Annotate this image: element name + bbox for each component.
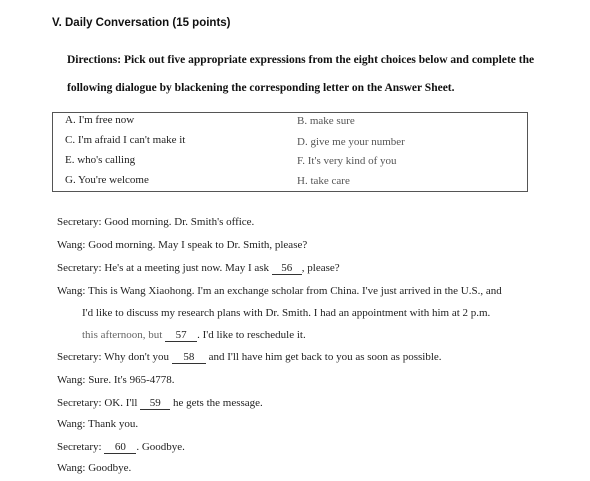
dialogue-text: this afternoon, but — [82, 329, 163, 341]
answer-blank-56: 56 — [272, 262, 302, 275]
answer-blank-59: 59 — [140, 397, 170, 410]
choice-c: C. I'm afraid I can't make it — [65, 134, 186, 146]
dialogue-line: Secretary: Good morning. Dr. Smith's office. — [57, 216, 255, 228]
dialogue-text: Secretary: Why don't you — [57, 351, 170, 363]
answer-blank-57: 57 — [165, 329, 197, 342]
dialogue-line: Wang: Goodbye. — [57, 462, 132, 474]
dialogue-line — [57, 441, 185, 454]
choice-a: A. I'm free now — [65, 114, 135, 126]
dialogue-text: . I'd like to reschedule it. — [197, 329, 306, 341]
choice-g: G. You're welcome — [65, 174, 149, 186]
dialogue-line — [57, 397, 263, 410]
dialogue-line — [57, 262, 340, 275]
dialogue-text: Secretary: He's at a meeting just now. May I ask — [57, 262, 270, 274]
dialogue-line: Wang: Good morning. May I speak to Dr. Smith, please? — [57, 239, 308, 251]
choices-box — [52, 112, 528, 192]
dialogue-text: . Goodbye. — [136, 441, 185, 453]
dialogue-line: Wang: This is Wang Xiaohong. I'm an exchange scholar from China. I've just arrived in the U.S., and — [57, 285, 502, 297]
directions-text: Directions: Pick out five appropriate expressions from the eight choices below and complete the following dialogue by blackening the corresponding letter on the Answer Sheet. — [67, 54, 535, 94]
dialogue-line: Wang: Sure. It's 965-4778. — [57, 374, 175, 386]
dialogue-text: he gets the message. — [172, 397, 263, 409]
dialogue-text: Secretary: — [57, 441, 102, 453]
dialogue-line: Wang: Thank you. — [57, 418, 139, 430]
section-title: V. Daily Conversation (15 points) — [52, 17, 231, 29]
choice-b: B. make sure — [297, 115, 355, 127]
choice-h: H. take care — [297, 175, 350, 187]
choice-f: F. It's very kind of you — [297, 155, 397, 167]
answer-blank-60: 60 — [104, 441, 136, 454]
choice-e: E. who's calling — [65, 154, 136, 166]
choice-d: D. give me your number — [297, 136, 405, 148]
dialogue-text: , please? — [301, 262, 340, 274]
dialogue-line — [57, 351, 442, 364]
dialogue-line: I'd like to discuss my research plans with Dr. Smith. I had an appointment with him at 2 p.m. — [82, 307, 491, 319]
dialogue-text: and I'll have him get back to you as soon as possible. — [208, 351, 442, 363]
dialogue-text: Secretary: OK. I'll — [57, 397, 138, 409]
answer-blank-58: 58 — [172, 351, 206, 364]
dialogue-line — [82, 329, 306, 342]
